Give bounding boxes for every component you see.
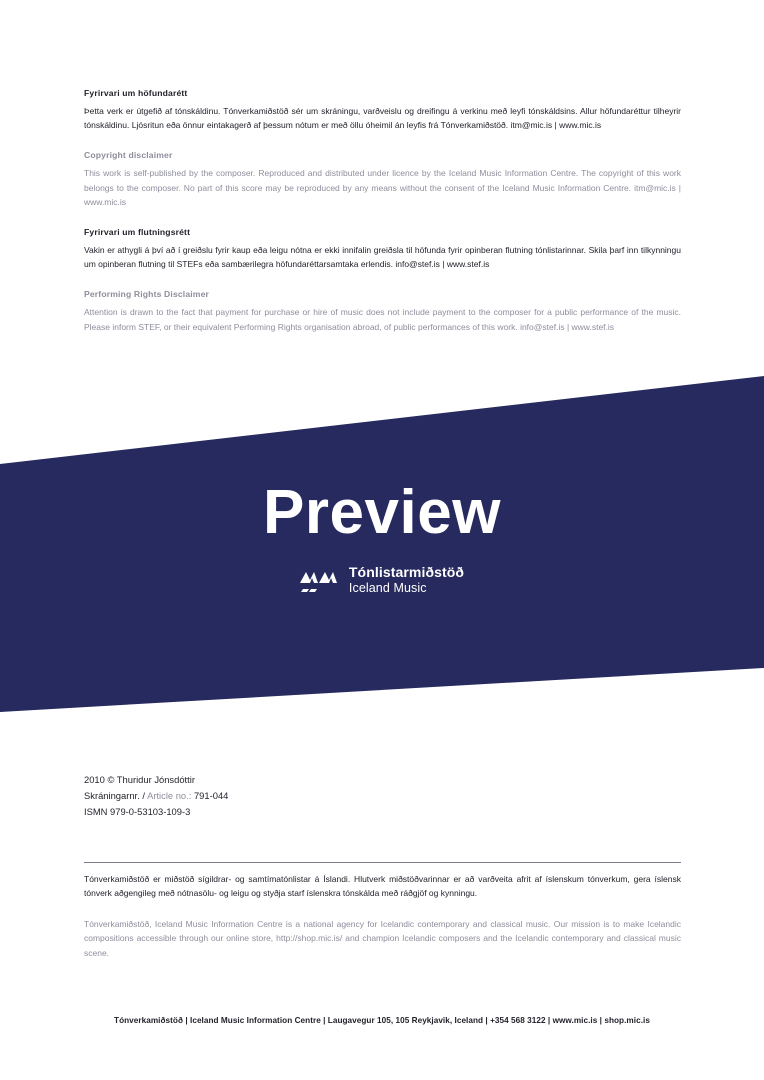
brand-logo-text xyxy=(349,565,464,595)
brand-name-en: Iceland Music xyxy=(348,580,427,595)
disclaimer-body: Þetta verk er útgefið af tónskáldinu. Tónverkamiðstöð sér um skráningu, varðveislu og dreifingu á verkinu með leyfi tónskáldsins. Allur höfundaréttur tilheyrir tónskáldinu. Ljósritun eða önnur eintakagerð af þessum nótum er með öllu óheimil án leyfis frá Tónverkamiðstöð. itm@mic.is | www.mic.is xyxy=(84,106,681,131)
page-footer: Tónverkamiðstöð | Iceland Music Information Centre | Laugavegur 105, 105 Reykjavik, Iceland | +354 568 3122 | www.mic.is | shop.mic.is xyxy=(114,1016,650,1025)
disclaimer-block xyxy=(84,227,681,271)
shop-url[interactable]: shop.mic.is xyxy=(324,665,440,688)
brand-name-is: Tónlistarmiðstöð xyxy=(348,564,465,580)
disclaimer-section xyxy=(84,88,681,334)
about-section xyxy=(84,872,681,960)
disclaimer-block xyxy=(84,150,681,209)
preview-watermark: Preview xyxy=(263,478,501,547)
publication-meta xyxy=(84,772,681,820)
disclaimer-block xyxy=(84,88,681,132)
disclaimer-title: Copyright disclaimer xyxy=(84,150,173,161)
about-english: Tónverkamiðstöð, Iceland Music Information Centre is a national agency for Icelandic contemporary and classical music. Our mission is to make Icelandic compositions accessible through our online store, http://shop.mic.is/ and champion Icelandic composers and the Icelandic contemporary and classical music scene. xyxy=(84,918,681,958)
disclaimer-body: Vakin er athygli á því að í greiðslu fyrir kaup eða leigu nótna er ekki innifalin greiðsla til höfunda fyrir opinberan flutning tónlistarinnar. Skila þarf inn tilkynningu um opinberan flutning til STEFs eða sambærilegra höfundaréttarsamtaka erlendis. info@stef.is | www.stef.is xyxy=(84,245,681,270)
disclaimer-body: This work is self-published by the composer. Reproduced and distributed under licence by the Iceland Music Information Centre. The copyright of this work belongs to the composer. No part of this score may be reproduced by any means without the consent of the Iceland Music Information Centre. itm@mic.is | www.mic.is xyxy=(84,168,681,207)
copyright-line: 2010 © Thuridur Jónsdóttir xyxy=(84,774,195,785)
divider xyxy=(84,862,681,863)
article-label-is: Skráningarnr. / xyxy=(84,790,145,801)
article-number-line xyxy=(84,788,681,804)
disclaimer-body: Attention is drawn to the fact that payment for purchase or hire of music does not include payment to the composer for a public performance of the music. Please inform STEF, or their equivalent Performing Rights organisation abroad, of public performances of this work. info@stef.is | www.stef.is xyxy=(84,307,681,332)
about-icelandic: Tónverkamiðstöð er miðstöð sígildrar- og samtímatónlistar á Íslandi. Hlutverk miðstöðvarinnar er að varðveita afrit af íslenskum tónverkum, gera íslensk tónverk aðgengileg með nótnasölu- og leigu og styðja starf íslenskra tónskálda með ráðgjöf og kynningu. xyxy=(84,874,681,899)
disclaimer-block xyxy=(84,289,681,333)
disclaimer-title: Fyrirvari um flutningsrétt xyxy=(84,227,191,238)
article-number-value: 791-044 xyxy=(193,790,229,801)
article-label-en: Article no.: xyxy=(147,790,192,801)
brand-logo xyxy=(0,565,764,595)
ismn-line: ISMN 979-0-53103-109-3 xyxy=(84,806,191,817)
music-waves-icon xyxy=(300,568,340,592)
disclaimer-title: Performing Rights Disclaimer xyxy=(84,289,210,300)
disclaimer-title: Fyrirvari um höfundarétt xyxy=(84,88,188,98)
